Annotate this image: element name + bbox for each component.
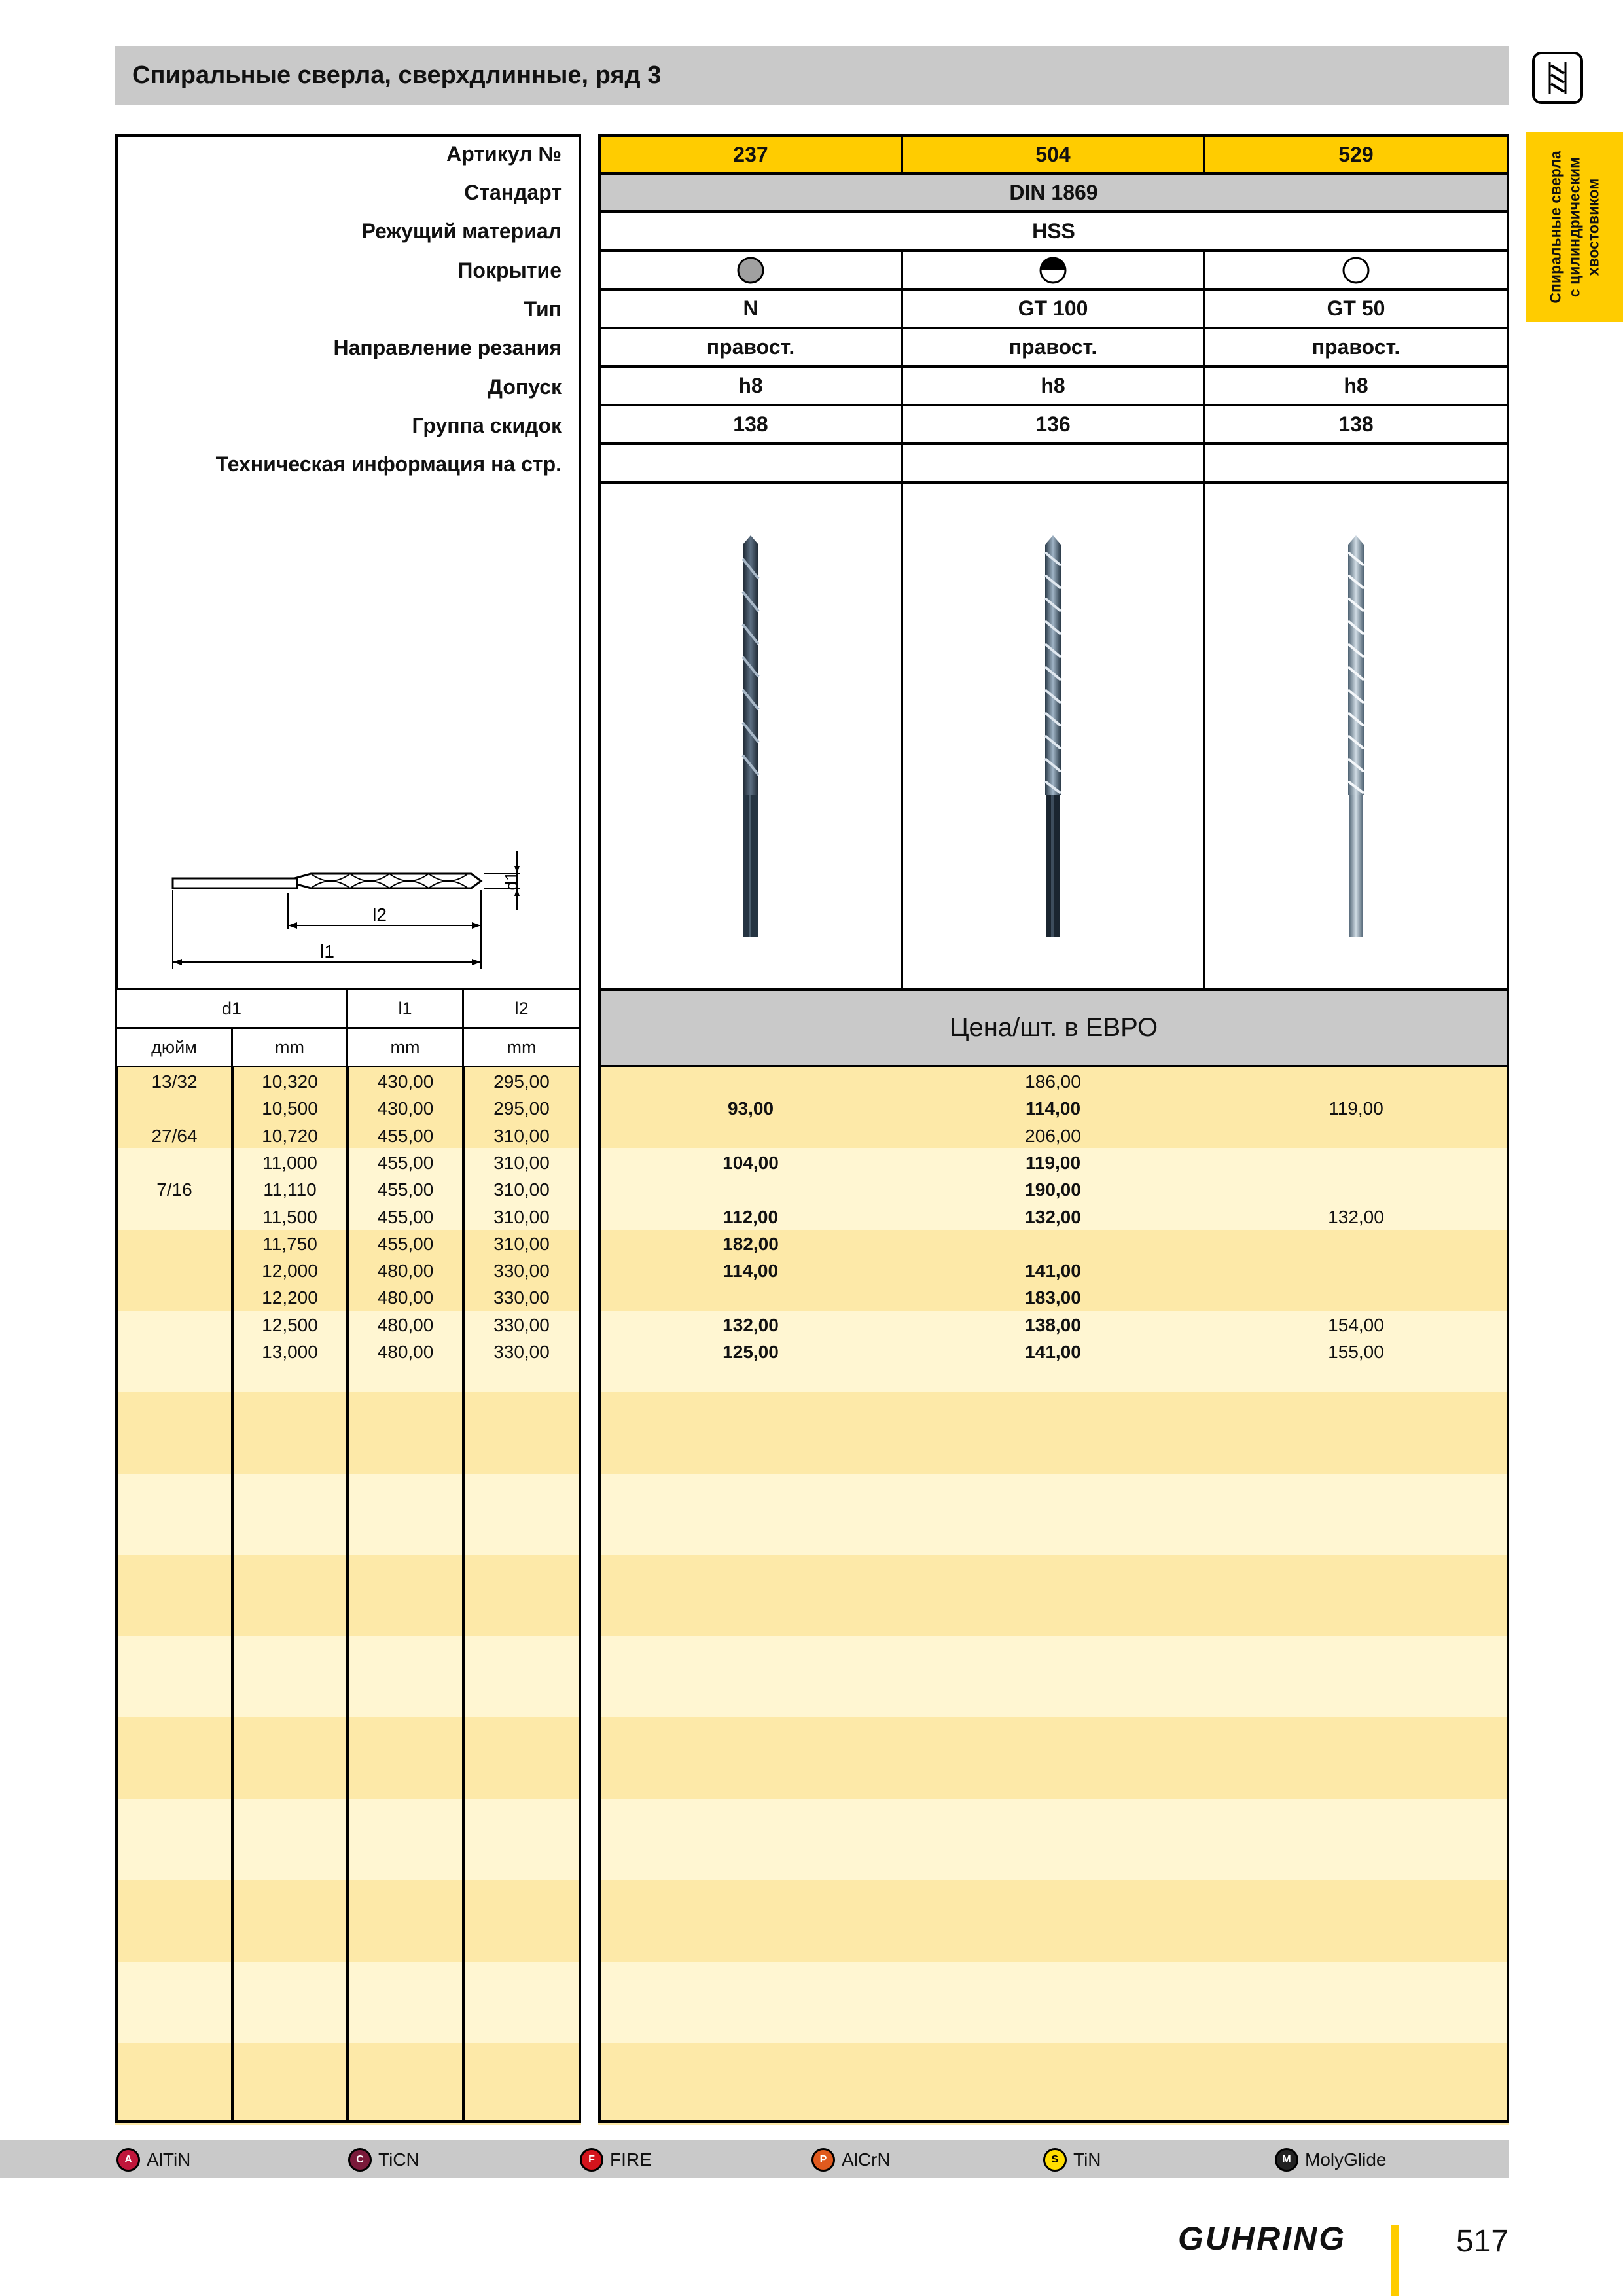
legend-item-ticn bbox=[348, 2148, 419, 2172]
legend-label: AlTiN bbox=[147, 2149, 191, 2170]
table-cell-inch: 27/64 bbox=[151, 1125, 198, 1146]
white-circle-icon bbox=[1342, 256, 1370, 285]
table-stripe bbox=[598, 1555, 1509, 1637]
legend-item-fire bbox=[580, 2148, 652, 2172]
table-cell-l2: 310,00 bbox=[493, 1179, 550, 1200]
side-tab-line: хвостовиком bbox=[1584, 178, 1602, 276]
table-stripe bbox=[598, 1474, 1509, 1556]
table-cell-l1: 480,00 bbox=[377, 1287, 434, 1308]
table-cell-l2: 310,00 bbox=[493, 1206, 550, 1227]
table-cell-d1: 12,500 bbox=[262, 1314, 318, 1335]
tolerance-504: h8 bbox=[901, 365, 1205, 406]
discount-504: 136 bbox=[901, 404, 1205, 445]
type-504: GT 100 bbox=[901, 288, 1205, 329]
spec-label-tech-info: Техническая информация на стр. bbox=[215, 452, 562, 476]
legend-item-tin bbox=[1043, 2148, 1101, 2172]
coating-legend bbox=[0, 2140, 1509, 2178]
brand-accent-bar bbox=[1391, 2225, 1399, 2296]
spec-label-article: Артикул № bbox=[446, 142, 562, 166]
legend-label: MolyGlide bbox=[1305, 2149, 1387, 2170]
table-cell-d1: 11,750 bbox=[262, 1233, 317, 1254]
product-image-cell-504 bbox=[901, 481, 1205, 990]
table-cell-p237: 114,00 bbox=[722, 1261, 779, 1282]
fire-icon: F bbox=[580, 2148, 603, 2172]
tech-page-529[interactable] bbox=[1203, 442, 1509, 484]
table-cell-p504: 183,00 bbox=[1025, 1287, 1081, 1308]
half-black-circle-icon bbox=[1039, 256, 1067, 285]
table-cell-l1: 480,00 bbox=[377, 1261, 434, 1282]
table-cell-p504: 138,00 bbox=[1025, 1314, 1081, 1335]
altin-icon: A bbox=[116, 2148, 140, 2172]
price-header: Цена/шт. в ЕВРО bbox=[598, 988, 1509, 1067]
side-tab-line: Спиральные сверла bbox=[1546, 151, 1564, 304]
table-cell-l1: 455,00 bbox=[377, 1152, 434, 1173]
spec-label-coating: Покрытие bbox=[457, 259, 562, 282]
table-cell-l2: 310,00 bbox=[493, 1233, 550, 1254]
col-header-d1: d1 bbox=[115, 988, 348, 1029]
tech-page-504[interactable] bbox=[901, 442, 1205, 484]
table-cell-l1: 480,00 bbox=[377, 1314, 434, 1335]
page-number: 517 bbox=[1456, 2224, 1509, 2259]
article-529[interactable]: 529 bbox=[1203, 134, 1509, 175]
table-cell-p504: 119,00 bbox=[1025, 1152, 1081, 1173]
drill-image-504 bbox=[1040, 533, 1066, 939]
table-cell-l2: 330,00 bbox=[493, 1342, 550, 1362]
legend-label: AlCrN bbox=[842, 2149, 891, 2170]
table-cell-l2: 295,00 bbox=[493, 1098, 550, 1119]
diagram-l2-label: l2 bbox=[372, 905, 387, 925]
alcrn-icon: P bbox=[812, 2148, 835, 2172]
legend-label: TiN bbox=[1073, 2149, 1101, 2170]
section-side-tab[interactable] bbox=[1526, 132, 1623, 322]
direction-237: правост. bbox=[598, 327, 903, 368]
spec-label-type: Тип bbox=[524, 297, 562, 321]
side-tab-line: с цилиндрическим bbox=[1565, 156, 1583, 298]
spec-label-tolerance: Допуск bbox=[488, 375, 562, 399]
table-stripe bbox=[598, 1392, 1509, 1474]
table-cell-d1: 12,000 bbox=[262, 1261, 318, 1282]
article-504[interactable]: 504 bbox=[901, 134, 1205, 175]
table-cell-l2: 310,00 bbox=[493, 1125, 550, 1146]
title-bar bbox=[115, 46, 1509, 105]
table-cell-d1: 10,720 bbox=[262, 1125, 318, 1146]
product-image-cell-529 bbox=[1203, 481, 1509, 990]
coating-cell-504 bbox=[901, 249, 1205, 291]
coating-cell-237 bbox=[598, 249, 903, 291]
unit-header-inch: дюйм bbox=[115, 1027, 233, 1067]
table-cell-l1: 455,00 bbox=[377, 1233, 434, 1254]
grey-filled-circle-icon bbox=[736, 256, 765, 285]
table-cell-d1: 11,110 bbox=[263, 1179, 317, 1200]
unit-header-mm: mm bbox=[462, 1027, 581, 1067]
table-cell-l1: 455,00 bbox=[377, 1125, 434, 1146]
table-cell-p504: 190,00 bbox=[1025, 1179, 1081, 1200]
table-cell-p529: 132,00 bbox=[1328, 1206, 1384, 1227]
spec-label-standard: Стандарт bbox=[464, 181, 562, 204]
table-cell-p237: 93,00 bbox=[727, 1098, 774, 1119]
table-cell-l2: 330,00 bbox=[493, 1314, 550, 1335]
drill-image-237 bbox=[738, 533, 764, 939]
unit-header-mm: mm bbox=[231, 1027, 348, 1067]
molyglide-icon: M bbox=[1275, 2148, 1298, 2172]
table-cell-l2: 295,00 bbox=[493, 1071, 550, 1092]
col-header-l1: l1 bbox=[346, 988, 464, 1029]
ticn-icon: C bbox=[348, 2148, 372, 2172]
table-cell-p529: 119,00 bbox=[1329, 1098, 1383, 1119]
standard-cell: DIN 1869 bbox=[598, 172, 1509, 213]
table-cell-p237: 182,00 bbox=[722, 1233, 779, 1254]
table-cell-d1: 13,000 bbox=[262, 1342, 318, 1362]
table-cell-d1: 11,500 bbox=[262, 1206, 317, 1227]
table-cell-p237: 112,00 bbox=[722, 1206, 779, 1227]
spec-label-material: Режущий материал bbox=[361, 219, 562, 243]
table-stripe bbox=[598, 2043, 1509, 2125]
table-cell-inch: 7/16 bbox=[156, 1179, 192, 1200]
spec-labels bbox=[0, 134, 562, 527]
table-cell-p237: 104,00 bbox=[722, 1152, 779, 1173]
table-cell-p529: 155,00 bbox=[1328, 1342, 1384, 1362]
table-cell-p504: 186,00 bbox=[1025, 1071, 1081, 1092]
material-cell: HSS bbox=[598, 210, 1509, 252]
table-cell-p237: 125,00 bbox=[722, 1342, 779, 1362]
type-237: N bbox=[598, 288, 903, 329]
table-stripe bbox=[598, 1636, 1509, 1718]
table-cell-l1: 455,00 bbox=[377, 1179, 434, 1200]
spec-label-discount: Группа скидок bbox=[412, 414, 562, 437]
table-cell-d1: 12,200 bbox=[262, 1287, 318, 1308]
diagram-d1-label: d1 bbox=[501, 871, 521, 891]
direction-529: правост. bbox=[1203, 327, 1509, 368]
table-cell-p504: 141,00 bbox=[1025, 1342, 1081, 1362]
table-cell-p529: 154,00 bbox=[1328, 1314, 1384, 1335]
table-stripe bbox=[598, 1962, 1509, 2043]
legend-item-alcrn bbox=[812, 2148, 891, 2172]
direction-504: правост. bbox=[901, 327, 1205, 368]
diagram-l1-label: l1 bbox=[320, 941, 334, 961]
table-cell-l1: 480,00 bbox=[377, 1342, 434, 1362]
table-cell-inch: 13/32 bbox=[151, 1071, 198, 1092]
table-cell-l1: 455,00 bbox=[377, 1206, 434, 1227]
table-cell-d1: 10,500 bbox=[262, 1098, 318, 1119]
legend-label: TiCN bbox=[378, 2149, 419, 2170]
drill-dimension-diagram bbox=[164, 844, 543, 975]
table-stripe bbox=[598, 1799, 1509, 1881]
table-cell-p504: 206,00 bbox=[1025, 1125, 1081, 1146]
unit-header-mm: mm bbox=[346, 1027, 464, 1067]
table-stripe bbox=[598, 1880, 1509, 1962]
spec-label-direction: Направление резания bbox=[333, 336, 562, 359]
type-529: GT 50 bbox=[1203, 288, 1509, 329]
article-237[interactable]: 237 bbox=[598, 134, 903, 175]
drill-image-529 bbox=[1343, 533, 1369, 939]
col-header-l2: l2 bbox=[462, 988, 581, 1029]
table-cell-p504: 132,00 bbox=[1025, 1206, 1081, 1227]
page-title: Спиральные сверла, сверхдлинные, ряд 3 bbox=[132, 62, 662, 89]
tolerance-529: h8 bbox=[1203, 365, 1509, 406]
coating-cell-529 bbox=[1203, 249, 1509, 291]
discount-237: 138 bbox=[598, 404, 903, 445]
table-cell-l2: 330,00 bbox=[493, 1287, 550, 1308]
legend-item-molyglide bbox=[1275, 2148, 1386, 2172]
product-image-cell-237 bbox=[598, 481, 903, 990]
table-cell-l2: 310,00 bbox=[493, 1152, 550, 1173]
tin-icon: S bbox=[1043, 2148, 1067, 2172]
table-cell-p504: 114,00 bbox=[1025, 1098, 1081, 1119]
legend-label: FIRE bbox=[610, 2149, 652, 2170]
drill-tab-icon bbox=[1531, 51, 1584, 105]
table-stripe bbox=[598, 1717, 1509, 1799]
table-cell-l1: 430,00 bbox=[377, 1098, 434, 1119]
table-cell-p504: 141,00 bbox=[1025, 1261, 1081, 1282]
brand-logo: GUHRING bbox=[1178, 2220, 1347, 2257]
discount-529: 138 bbox=[1203, 404, 1509, 445]
tolerance-237: h8 bbox=[598, 365, 903, 406]
table-cell-l1: 430,00 bbox=[377, 1071, 434, 1092]
table-cell-d1: 11,000 bbox=[262, 1152, 317, 1173]
table-cell-l2: 330,00 bbox=[493, 1261, 550, 1282]
tech-page-237[interactable] bbox=[598, 442, 903, 484]
legend-item-altin bbox=[116, 2148, 190, 2172]
table-cell-d1: 10,320 bbox=[262, 1071, 318, 1092]
table-cell-p237: 132,00 bbox=[722, 1314, 779, 1335]
